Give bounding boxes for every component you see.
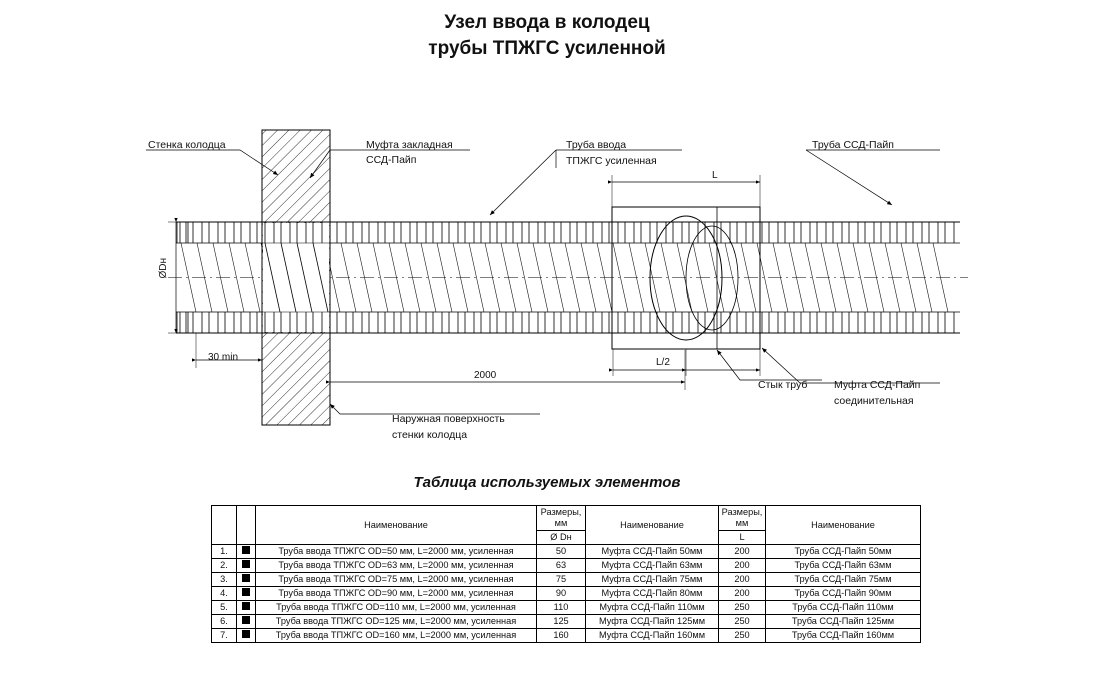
cell-diameter: 90	[537, 587, 586, 601]
dim-label-L: L	[712, 170, 718, 181]
cell-diameter: 63	[537, 559, 586, 573]
cell-diameter: 160	[537, 629, 586, 643]
cell-name-1: Труба ввода ТПЖГС OD=75 мм, L=2000 мм, усиленная	[256, 573, 537, 587]
cell-name-2: Муфта ССД-Пайп 125мм	[586, 615, 719, 629]
dim-label-diameter: ØDн	[158, 258, 169, 279]
cell-name-3: Труба ССД-Пайп 75мм	[766, 573, 921, 587]
table-body	[212, 545, 921, 643]
cell-length: 200	[719, 587, 766, 601]
cell-diameter: 125	[537, 615, 586, 629]
dim-L2	[613, 349, 760, 376]
cell-marker	[237, 545, 256, 559]
cell-number: 2.	[212, 559, 237, 573]
cell-name-3: Труба ССД-Пайп 125мм	[766, 615, 921, 629]
callout-connecting-coupling-2: соединительная	[834, 395, 914, 407]
cell-name-1: Труба ввода ТПЖГС OD=110 мм, L=2000 мм, усиленная	[256, 601, 537, 615]
cell-number: 3.	[212, 573, 237, 587]
cell-marker	[237, 615, 256, 629]
callout-ssd-pipe: Труба ССД-Пайп	[812, 139, 894, 151]
table-row	[212, 559, 921, 573]
cell-diameter: 50	[537, 545, 586, 559]
marker-square	[242, 588, 250, 596]
marker-square	[242, 574, 250, 582]
callout-connecting-coupling-1: Муфта ССД-Пайп	[834, 379, 921, 391]
cell-length: 250	[719, 601, 766, 615]
dim-label-30min: 30 min	[208, 352, 239, 363]
table-row	[212, 573, 921, 587]
cell-length: 250	[719, 629, 766, 643]
th-size-2-sub: L	[719, 531, 766, 545]
cell-number: 5.	[212, 601, 237, 615]
cell-name-2: Муфта ССД-Пайп 50мм	[586, 545, 719, 559]
elements-table	[211, 505, 921, 643]
cell-marker	[237, 601, 256, 615]
cell-name-3: Труба ССД-Пайп 50мм	[766, 545, 921, 559]
cell-name-1: Труба ввода ТПЖГС OD=90 мм, L=2000 мм, усиленная	[256, 587, 537, 601]
cell-name-2: Муфта ССД-Пайп 110мм	[586, 601, 719, 615]
cell-number: 7.	[212, 629, 237, 643]
marker-square	[242, 560, 250, 568]
table-header-row	[212, 506, 921, 531]
marker-square	[242, 602, 250, 610]
cell-diameter: 75	[537, 573, 586, 587]
cell-marker	[237, 573, 256, 587]
cell-length: 200	[719, 559, 766, 573]
th-size-2: Размеры, мм	[719, 506, 766, 531]
dim-L	[612, 175, 760, 210]
cell-marker	[237, 559, 256, 573]
cell-number: 4.	[212, 587, 237, 601]
well-wall	[262, 130, 330, 425]
th-size-1: Размеры, мм	[537, 506, 586, 531]
callout-inlet-pipe-2: ТПЖГС усиленная	[566, 155, 657, 167]
cell-length: 200	[719, 573, 766, 587]
th-size-1-sub: Ø Dн	[537, 531, 586, 545]
callout-inlet-pipe-1: Труба ввода	[566, 139, 627, 151]
table-row	[212, 601, 921, 615]
cell-name-2: Муфта ССД-Пайп 160мм	[586, 629, 719, 643]
dim-label-2000: 2000	[474, 370, 497, 381]
cell-name-1: Труба ввода ТПЖГС OD=50 мм, L=2000 мм, усиленная	[256, 545, 537, 559]
table-row	[212, 629, 921, 643]
table-caption: Таблица используемых элементов	[413, 474, 681, 491]
cell-name-3: Труба ССД-Пайп 110мм	[766, 601, 921, 615]
cell-name-2: Муфта ССД-Пайп 63мм	[586, 559, 719, 573]
cell-diameter: 110	[537, 601, 586, 615]
th-name-3: Наименование	[766, 506, 921, 545]
marker-square	[242, 546, 250, 554]
th-number	[212, 506, 237, 545]
callout-pipe-joint: Стык труб	[758, 379, 808, 391]
table-row	[212, 587, 921, 601]
cell-name-1: Труба ввода ТПЖГС OD=63 мм, L=2000 мм, усиленная	[256, 559, 537, 573]
cell-name-3: Труба ССД-Пайп 63мм	[766, 559, 921, 573]
cell-length: 250	[719, 615, 766, 629]
marker-square	[242, 616, 250, 624]
th-name-1: Наименование	[256, 506, 537, 545]
cell-name-3: Труба ССД-Пайп 90мм	[766, 587, 921, 601]
cell-name-1: Труба ввода ТПЖГС OD=160 мм, L=2000 мм, усиленная	[256, 629, 537, 643]
cell-number: 1.	[212, 545, 237, 559]
table-row	[212, 615, 921, 629]
th-marker	[237, 506, 256, 545]
callout-outer-surface-1: Наружная поверхность	[392, 413, 505, 425]
cell-marker	[237, 629, 256, 643]
callout-outer-surface-2: стенки колодца	[392, 429, 468, 441]
callout-well-wall: Стенка колодца	[148, 139, 226, 151]
cell-marker	[237, 587, 256, 601]
page-title-line2: трубы ТПЖГС усиленной	[428, 38, 666, 59]
cell-number: 6.	[212, 615, 237, 629]
cell-length: 200	[719, 545, 766, 559]
page-title-line1: Узел ввода в колодец	[444, 12, 650, 33]
cell-name-2: Муфта ССД-Пайп 80мм	[586, 587, 719, 601]
callout-embedded-coupling-1: Муфта закладная	[366, 139, 453, 151]
cell-name-3: Труба ССД-Пайп 160мм	[766, 629, 921, 643]
marker-square	[242, 630, 250, 638]
th-name-2: Наименование	[586, 506, 719, 545]
dim-label-L2: L/2	[656, 357, 670, 368]
cell-name-2: Муфта ССД-Пайп 75мм	[586, 573, 719, 587]
callout-embedded-coupling-2: ССД-Пайп	[366, 154, 417, 166]
table-row	[212, 545, 921, 559]
cell-name-1: Труба ввода ТПЖГС OD=125 мм, L=2000 мм, усиленная	[256, 615, 537, 629]
